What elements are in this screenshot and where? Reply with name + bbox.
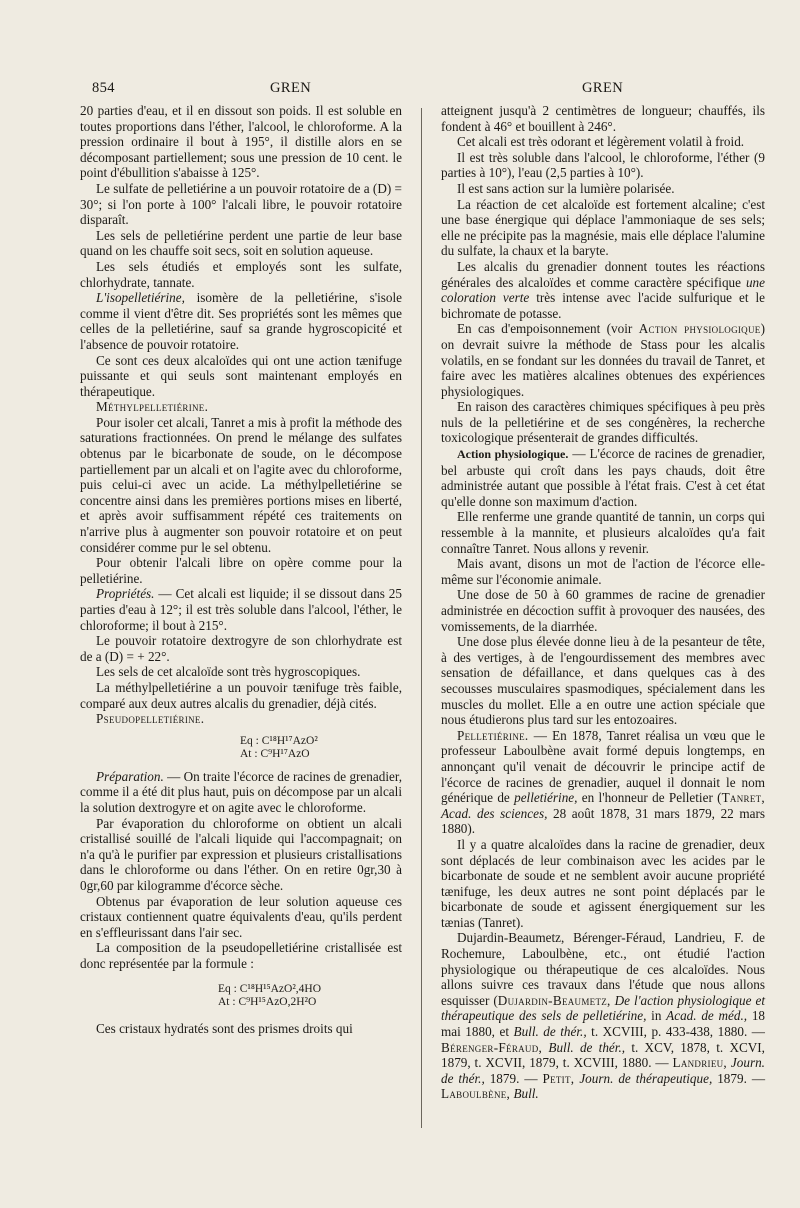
paragraph-text: — On traite l'écorce de racines de grenadier, comme il a été dit plus haut, puis on décompose par un alcali la solution dextrogyre et on agite avec le chloroforme.	[80, 768, 402, 815]
paragraph-text: — L'écorce de racines de grenadier, bel arbuste qui croît dans les pays chauds, doit être administrée autant que possible à l'état frais. C'est à cet état qu'elle donne son maximum d'action.	[441, 446, 765, 509]
paragraph: Obtenus par évaporation de leur solution aqueuse ces cristaux contiennent quatre équivalents d'eau, qu'ils perdent en s'effleurissant dans l'air sec.	[80, 893, 402, 940]
paragraph	[80, 769, 402, 816]
author: Landrieu,	[672, 1055, 728, 1071]
running-header	[92, 80, 760, 98]
paragraph: atteignent jusqu'à 2 centimètres de longueur; chauffés, ils fondent à 46° et bouillent à 246°.	[441, 103, 765, 134]
author: Dujardin-Beaumetz,	[497, 992, 611, 1008]
paragraph: Le pouvoir rotatoire dextrogyre de son chlorhydrate est de a (D) = + 22°.	[80, 633, 402, 664]
paragraph: Les sels de cet alcaloïde sont très hygroscopiques.	[96, 664, 361, 680]
paragraph: Par évaporation du chloroforme on obtient un alcali cristallisé souillé de l'alcali liquide qui l'accompagnait; on n'a qu'à le purifier par expression et plusieurs cristallisations dans le chloroforme ou dans l'éther. On en retire 0gr,30 à 0gr,60 par kilogramme d'écorce sèche.	[80, 815, 402, 893]
paragraph: Cet alcali est très odorant et légèrement volatil à froid.	[457, 134, 745, 150]
paragraph-text: En cas d'empoisonnement (voir	[457, 321, 639, 337]
source: Journ. de thérapeutique,	[574, 1070, 713, 1086]
header-word-right: GREN	[582, 80, 624, 96]
source: Acad. de méd.,	[666, 1008, 748, 1024]
page-number: 854	[92, 80, 115, 96]
paragraph-text: 1879. —	[712, 1070, 766, 1086]
paragraph	[441, 259, 765, 321]
section-heading: Pelletiérine.	[457, 727, 529, 743]
source: Bull. de thér.,	[513, 1024, 587, 1040]
paragraph: Elle renferme une grande quantité de tannin, un corps qui ressemble à la mannite, et plusieurs alcaloïdes qu'a fait connaître Tanret. Nous allons y revenir.	[441, 509, 765, 556]
column-rule	[421, 108, 422, 1128]
paragraph: 20 parties d'eau, et il en dissout son poids. Il est soluble en toutes proportions dans l'éther, l'alcool, le chloroforme. A la pression ordinaire il bout à 195°, il distille alors en se décomposant partiellement; sous une pression de 10 cent. le point d'ébullition s'abaisse à 125°.	[80, 103, 402, 181]
paragraph	[80, 290, 402, 352]
author: Petit,	[542, 1070, 575, 1086]
paragraph: Il est sans action sur la lumière polarisée.	[457, 180, 675, 196]
source: Bull. de thér.,	[542, 1039, 626, 1055]
paragraph: La méthylpelletiérine a un pouvoir tænifuge très faible, comparé aux deux autres alcalis du grenadier, déjà cités.	[80, 679, 402, 711]
paragraph-text: en l'honneur de Pelletier (	[577, 790, 722, 806]
paragraph: Le sulfate de pelletiérine a un pouvoir rotatoire de a (D) = 30°; si l'on porte à 100° l'alcali libre, le pouvoir rotatoire disparaît.	[80, 180, 402, 228]
paragraph-text: 28 août 1878, 31 mars 1879, 22 mars 1880).	[441, 805, 765, 837]
paragraph: En raison des caractères chimiques spécifiques à peu près nuls de la pelletiérine et de ses congénères, la recherche toxicologique présenterait de grandes difficultés.	[441, 399, 765, 446]
term: une coloration verte	[441, 274, 765, 306]
term: Propriétés.	[96, 586, 155, 602]
paragraph-text: très intense avec l'acide sulfurique et le bichromate de potasse.	[441, 290, 765, 321]
paragraph: Il y a quatre alcaloïdes dans la racine de grenadier, deux sont déplacés de leur combinaison avec les acides par le bicarbonate de soude et ne semblent avoir aucune propriété tænifuge, les deux autres ne sont point déplacés par le bicarbonate de soude et agissent énergiquement sur les tænias (Tanret).	[441, 836, 765, 930]
paragraph-text: in	[646, 1008, 667, 1024]
paragraph-text: 1879. —	[484, 1070, 543, 1086]
paragraph: Les sels de pelletiérine perdent une partie de leur base quand on les chauffe soit secs, soit en solution aqueuse.	[80, 227, 402, 259]
paragraph	[441, 930, 765, 1102]
paragraph: Mais avant, disons un mot de l'action de l'écorce elle-même sur l'économie animale.	[441, 556, 765, 587]
right-column	[441, 103, 765, 1102]
section-heading: Méthylpelletiérine.	[96, 399, 209, 415]
source: Bull.	[510, 1086, 539, 1102]
paragraph-text: — Cet alcali est liquide; il se dissout dans 25 parties d'eau à 12°; il est très soluble dans l'alcool, l'éther, le chloroforme; il bout à 215°.	[80, 586, 402, 633]
source: De l'action physiologique et thérapeutique des sels de pelletiérine,	[441, 992, 765, 1024]
paragraph-text: 18 mai 1880, et	[441, 1008, 766, 1040]
author: Laboulbène,	[441, 1086, 511, 1102]
paragraph	[80, 586, 402, 633]
formula-at: At : C⁹H¹⁷AzO	[240, 747, 310, 760]
paragraph	[441, 728, 765, 837]
section-heading: Action physiologique.	[457, 447, 569, 462]
paragraph-text: isomère de la pelletiérine, s'isole comme il vient d'être dit. Ses propriétés sont les mêmes que celles de la pelletiérine, sauf sa grande hygroscopicité et l'absence de pouvoir rotatoire.	[80, 290, 402, 352]
paragraph: Pour obtenir l'alcali libre on opère comme pour la pelletiérine.	[80, 555, 402, 586]
paragraph: Une dose de 50 à 60 grammes de racine de grenadier administrée en décoction suffit à provoquer des nausées, des vomissements, de la diarrhée.	[441, 587, 765, 634]
formula-eq: Eq : C¹⁸H¹⁷AzO²	[240, 734, 318, 747]
paragraph-text: — En 1878, Tanret réalisa un vœu que le professeur Laboulbène avait formé depuis longtemps, en annonçant qu'il venait de découvrir le principe actif de l'écorce de racines de grenadier, auquel il donnait le nom générique de	[441, 727, 765, 806]
formula-eq: Eq : C¹⁸H¹⁵AzO²,4HO	[218, 983, 322, 996]
paragraph-text: Dujardin-Beaumetz, Bérenger-Féraud, Landrieu, F. de Rochemure, Laboulbène, etc., ont étudié l'action physiologique ou thérapeutique de ces alcaloïdes. Nous allons suivre ces travaux dans l'étude que nous allons esquisser (	[441, 930, 765, 1008]
paragraph	[441, 321, 765, 399]
formula	[80, 983, 402, 1009]
paragraph: Pour isoler cet alcali, Tanret a mis à profit la méthode des saturations fractionnées. On prend le mélange des sulfates obtenus par le bicarbonate de soude, on le décompose partiellement par un alcali et on l'agite avec du chloroforme, puis celui-ci avec un acide. La méthylpelletiérine se concentre ainsi dans les premières portions mises en liberté, et après avoir suffisamment répété ces traitements on n'arrive plus à augmenter son pouvoir rotatoire et on peut considérer comme pur le sel obtenu.	[80, 414, 402, 555]
paragraph: Une dose plus élevée donne lieu à de la pesanteur de tête, à des vertiges, à de l'engourdissement des membres avec sensation de défaillance, et dans quelques cas à des secousses musculaires spasmodiques, spécialement dans les muscles du mollet. Elle a en outre une action spéciale que nous étudierons plus tard sur les entozoaires.	[441, 634, 765, 728]
term: pelletiérine,	[514, 790, 578, 806]
paragraph-text: t. XCVIII, p. 433-438, 1880. —	[586, 1024, 765, 1040]
left-column	[80, 103, 402, 1037]
term: Préparation.	[96, 768, 164, 784]
term: L'isopelletiérine,	[96, 290, 185, 306]
paragraph: La composition de la pseudopelletiérine cristallisée est donc représentée par la formule :	[80, 940, 402, 971]
paragraph: Il est très soluble dans l'alcool, le chloroforme, l'éther (9 parties à 10°), l'eau (2,5 parties à 10°).	[441, 149, 765, 181]
paragraph-text: Les alcalis du grenadier donnent toutes les réactions générales des alcaloïdes et comme caractère spécifique	[441, 258, 765, 290]
paragraph: Les sels étudiés et employés sont les sulfate, chlorhydrate, tannate.	[80, 258, 402, 290]
source: Journ. de thér.,	[441, 1055, 765, 1086]
source: Acad. des sciences,	[441, 805, 548, 821]
formula-at: At : C⁹H¹⁵AzO,2H²O	[218, 996, 317, 1009]
paragraph-text: t. XCV, 1878, t. XCVI, 1879, t. XCVII, 1879, t. XCVIII, 1880. —	[441, 1039, 765, 1071]
cross-reference: Action physiologique	[638, 321, 761, 337]
paragraph: Ces cristaux hydratés sont des prismes droits qui	[96, 1021, 353, 1037]
formula	[80, 735, 402, 761]
paragraph: Ce sont ces deux alcaloïdes qui ont une action tænifuge puissante et qui seuls sont maintenant employés en thérapeutique.	[80, 352, 402, 399]
paragraph: La réaction de cet alcaloïde est fortement alcaline; c'est une base énergique qui déplace l'ammoniaque de ses sels; elle ne précipite pas la magnésie, mais elle déplace l'alumine du sulfate, la chaux et la baryte.	[441, 196, 765, 259]
section-heading: Pseudopelletiérine.	[96, 711, 205, 727]
header-word-left: GREN	[270, 80, 312, 96]
paragraph	[441, 446, 765, 509]
author: Tanret,	[721, 790, 766, 806]
author: Bérenger-Féraud,	[441, 1039, 543, 1055]
paragraph-text: ) on devrait suivre la méthode de Stass pour les alcalis volatils, en se fondant sur les données du travail de Tanret, et faire avec les matières alcalines obtenues des expériences physiologiques.	[441, 321, 765, 399]
